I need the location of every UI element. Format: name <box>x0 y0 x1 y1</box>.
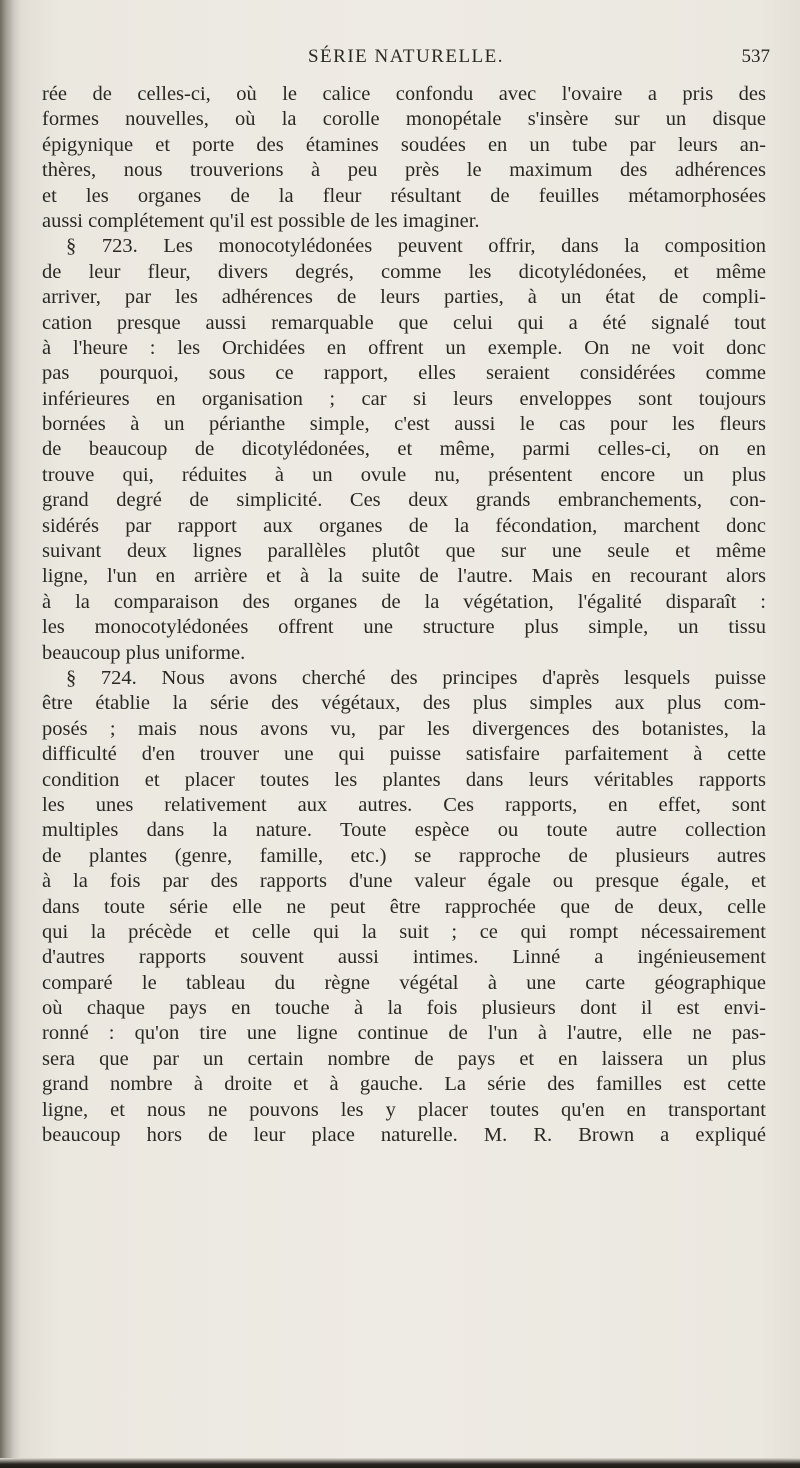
text-line: à la fois par des rapports d'une valeur égale ou presque égale, et <box>42 870 766 893</box>
text-line: ligne, l'un en arrière et à la suite de l'autre. Mais en recourant alors <box>42 565 766 588</box>
text-line: qui la précède et celle qui la suit ; ce qui rompt nécessairement <box>42 920 766 943</box>
page-bottom-edge <box>0 1458 800 1468</box>
text-line: de beaucoup de dicotylédonées, et même, parmi celles-ci, on en <box>42 438 766 461</box>
text-line: pas pourquoi, sous ce rapport, elles seraient considérées comme <box>42 362 766 385</box>
text-line: formes nouvelles, où la corolle monopétale s'insère sur un disque <box>42 108 766 131</box>
text-line: d'autres rapports souvent aussi intimes. Linné a ingénieusement <box>42 946 766 969</box>
text-line: grand nombre à droite et à gauche. La série des familles est cette <box>42 1073 766 1096</box>
text-line: de plantes (genre, famille, etc.) se rapproche de plusieurs autres <box>42 844 766 867</box>
text-line: multiples dans la nature. Toute espèce ou toute autre collection <box>42 819 766 842</box>
text-line: § 723. Les monocotylédonées peuvent offrir, dans la composition <box>66 235 766 258</box>
text-line: cation presque aussi remarquable que celui qui a été signalé tout <box>42 311 766 334</box>
text-line: arriver, par les adhérences de leurs parties, à un état de compli- <box>42 286 766 309</box>
page-number: 537 <box>741 46 770 67</box>
text-line: grand degré de simplicité. Ces deux grands embranchements, con- <box>42 489 766 512</box>
text-line: épigynique et porte des étamines soudées en un tube par leurs an- <box>42 133 766 156</box>
text-line: à l'heure : les Orchidées en offrent un exemple. On ne voit donc <box>42 336 766 359</box>
text-line: bornées à un périanthe simple, c'est aussi le cas pour les fleurs <box>42 413 766 436</box>
text-line: sera que par un certain nombre de pays et en laissera un plus <box>42 1047 766 1070</box>
text-line: inférieures en organisation ; car si leurs enveloppes sont toujours <box>42 387 766 410</box>
text-line: de leur fleur, divers degrés, comme les dicotylédonées, et même <box>42 260 766 283</box>
text-line: où chaque pays en touche à la fois plusieurs dont il est envi- <box>42 997 766 1020</box>
page-header <box>42 46 770 74</box>
text-line: dans toute série elle ne peut être rapprochée que de deux, celle <box>42 895 766 918</box>
text-line: beaucoup plus uniforme. <box>42 641 246 664</box>
text-line: les monocotylédonées offrent une structure plus simple, un tissu <box>42 616 766 639</box>
text-line: ronné : qu'on tire une ligne continue de l'un à l'autre, elle ne pas- <box>42 1022 766 1045</box>
text-line: aussi complétement qu'il est possible de les imaginer. <box>42 209 480 232</box>
text-line: rée de celles-ci, où le calice confondu avec l'ovaire a pris des <box>42 83 766 105</box>
text-line: comparé le tableau du règne végétal à une carte géographique <box>42 971 766 994</box>
page-gutter <box>0 0 22 1468</box>
body-text <box>42 82 766 1148</box>
text-line: beaucoup hors de leur place naturelle. M. R. Brown a expliqué <box>42 1124 766 1147</box>
running-title: SÉRIE NATURELLE. <box>307 46 505 67</box>
text-line: § 724. Nous avons cherché des principes d'après lesquels puisse <box>66 666 766 689</box>
text-line: posés ; mais nous avons vu, par les divergences des botanistes, la <box>42 717 766 740</box>
text-line: et les organes de la fleur résultant de feuilles métamorphosées <box>42 184 766 207</box>
text-line: difficulté d'en trouver une qui puisse satisfaire parfaitement à cette <box>42 743 766 766</box>
text-line: condition et placer toutes les plantes dans leurs véritables rapports <box>42 768 766 791</box>
text-line: sidérés par rapport aux organes de la fécondation, marchent donc <box>42 514 766 537</box>
text-line: être établie la série des végétaux, des plus simples aux plus com- <box>42 692 766 715</box>
text-line: ligne, et nous ne pouvons les y placer toutes qu'en en transportant <box>42 1098 766 1121</box>
text-line: à la comparaison des organes de la végétation, l'égalité disparaît : <box>42 590 766 613</box>
text-line: les unes relativement aux autres. Ces rapports, en effet, sont <box>42 793 766 816</box>
text-line: trouve qui, réduites à un ovule nu, présentent encore un plus <box>42 463 766 486</box>
text-line: thères, nous trouverions à peu près le maximum des adhérences <box>42 159 766 182</box>
text-line: suivant deux lignes parallèles plutôt que sur une seule et même <box>42 540 766 563</box>
